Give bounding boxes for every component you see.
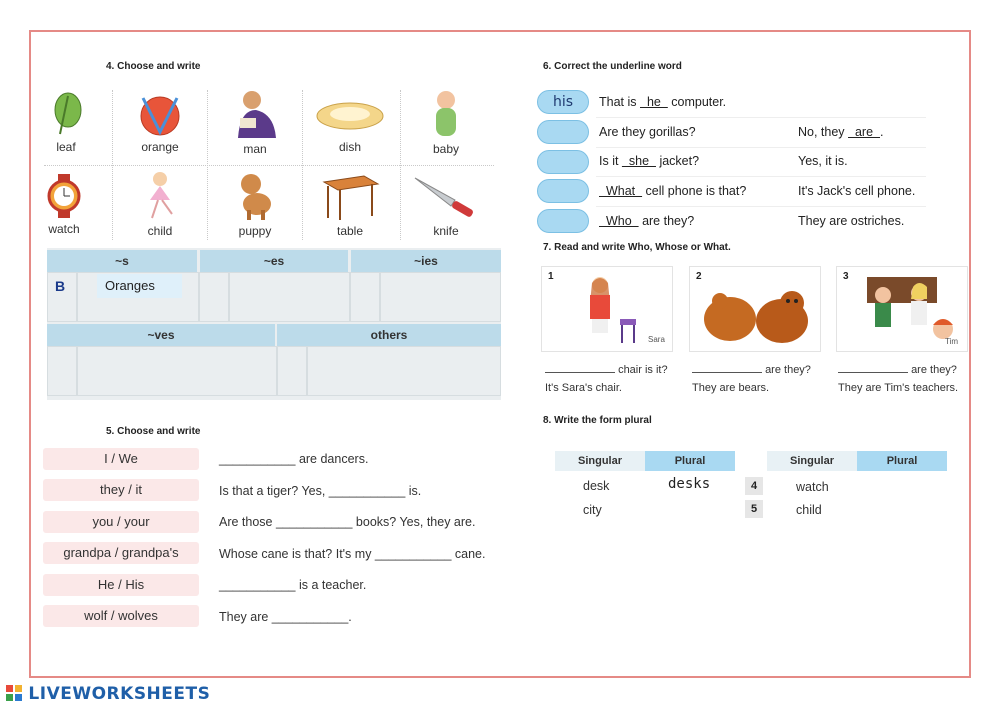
question-text: chair is it? <box>618 364 668 376</box>
answer-oval[interactable] <box>537 179 589 203</box>
section5-heading: 5. Choose and write <box>106 426 201 437</box>
choice-pill[interactable]: He / His <box>43 574 199 596</box>
exercise-sentence: Are those ___________ books? Yes, they are. <box>219 515 476 529</box>
card-question <box>692 362 811 376</box>
exercise-sentence: They are ___________. <box>219 610 352 624</box>
grid-line <box>44 165 494 166</box>
card-caption: Tim <box>945 337 959 346</box>
girl-with-chair-icon <box>582 273 642 349</box>
picture-puppy <box>211 170 299 238</box>
question-text: Are they gorillas? <box>599 125 696 139</box>
answer-text: Yes, it is. <box>798 154 848 168</box>
question-text: That is <box>599 95 640 109</box>
liveworksheets-logo <box>6 684 210 704</box>
choice-pill[interactable]: they / it <box>43 479 199 501</box>
answer-oval[interactable] <box>537 209 589 233</box>
knife-icon <box>411 170 481 222</box>
question-text: are they? <box>638 214 695 228</box>
underlined-word: she <box>621 154 656 168</box>
table-header-ies: ~ies <box>351 250 501 272</box>
table-cell <box>199 272 229 322</box>
exercise-sentence: Whose cane is that? It's my ___________ cane. <box>219 547 486 561</box>
picture-label: orange <box>141 140 179 154</box>
picture-label: puppy <box>238 224 272 238</box>
question-text: computer. <box>667 95 727 109</box>
dish-icon <box>315 90 385 138</box>
picture-card-3 <box>836 266 968 352</box>
answer-letter: B <box>55 278 66 294</box>
section7-heading: 7. Read and write Who, Whose or What. <box>543 242 731 253</box>
card-answer: It's Sara's chair. <box>545 382 622 394</box>
underlined-word: are <box>848 125 880 139</box>
table-header-s: ~s <box>47 250 197 272</box>
picture-label: knife <box>433 224 459 238</box>
exercise-sentence: ___________ are dancers. <box>219 452 369 466</box>
exercise-sentence: Is that a tiger? Yes, ___________ is. <box>219 484 422 498</box>
answer-oval[interactable] <box>537 120 589 144</box>
question-row <box>599 214 694 228</box>
answer-word-input[interactable]: Oranges <box>97 274 182 298</box>
underlined-word: Who <box>599 214 639 228</box>
singular-word: city <box>583 503 602 517</box>
section4-heading: 4. Choose and write <box>106 61 201 72</box>
answer-text: . <box>880 125 884 139</box>
man-reading-icon <box>230 88 280 140</box>
card-number: 1 <box>548 271 554 282</box>
card-question <box>838 362 957 376</box>
row-divider <box>596 176 926 177</box>
answer-text: No, they <box>798 125 849 139</box>
picture-card-2 <box>689 266 821 352</box>
picture-dish <box>306 90 394 154</box>
picture-orange <box>116 90 204 154</box>
row-divider <box>596 147 926 148</box>
table-cell <box>229 272 350 322</box>
puppy-icon <box>231 170 279 222</box>
picture-man <box>211 88 299 156</box>
picture-leaf <box>22 90 110 154</box>
answer-text: They are ostriches. <box>798 214 905 228</box>
picture-knife <box>402 170 490 238</box>
picture-label: child <box>147 224 173 238</box>
question-text: Is it <box>599 154 622 168</box>
question-text: jacket? <box>655 154 700 168</box>
leaf-icon <box>46 90 86 138</box>
picture-table <box>306 170 394 238</box>
table-cell <box>380 272 501 322</box>
singular-word: watch <box>796 480 829 494</box>
plural-input[interactable] <box>860 500 944 518</box>
question-row <box>599 95 726 109</box>
table-cell <box>277 346 307 396</box>
table-cell <box>307 346 501 396</box>
section6-heading: 6. Correct the underline word <box>543 61 682 72</box>
table-cell <box>77 346 277 396</box>
bears-icon <box>698 281 816 347</box>
choice-pill[interactable]: grandpa / grandpa's <box>43 542 199 564</box>
question-text: are they? <box>911 364 957 376</box>
watch-icon <box>42 172 86 220</box>
baby-icon <box>426 88 466 140</box>
answer-oval[interactable] <box>537 90 589 114</box>
answer-text: It's Jack's cell phone. <box>798 184 916 198</box>
answer-oval-text: his <box>552 94 574 110</box>
table-header-others: others <box>277 324 501 346</box>
answer-blank[interactable] <box>545 362 615 373</box>
choice-pill[interactable]: I / We <box>43 448 199 470</box>
plural-input[interactable] <box>860 477 944 495</box>
picture-label: leaf <box>56 140 76 154</box>
picture-label: dish <box>338 140 361 154</box>
card-number: 3 <box>843 271 849 282</box>
card-caption: Sara <box>648 335 665 344</box>
answer-row <box>798 125 883 139</box>
question-text: cell phone is that? <box>642 184 747 198</box>
answer-oval[interactable] <box>537 150 589 174</box>
answer-blank[interactable] <box>838 362 908 373</box>
singular-word: child <box>796 503 822 517</box>
table-cell <box>350 272 380 322</box>
plural-answer[interactable]: desks <box>668 476 711 492</box>
table-icon <box>320 170 380 222</box>
picture-label: watch <box>48 222 80 236</box>
choice-pill[interactable]: wolf / wolves <box>43 605 199 627</box>
picture-watch <box>20 172 108 236</box>
exercise-sentence: ___________ is a teacher. <box>219 578 367 592</box>
orange-icon <box>135 90 185 138</box>
header-singular: Singular <box>767 451 857 471</box>
picture-baby <box>402 88 490 156</box>
table-cell <box>47 346 77 396</box>
row-divider <box>596 206 926 207</box>
question-row <box>599 125 696 139</box>
child-dancer-icon <box>138 170 182 222</box>
section8-heading: 8. Write the form plural <box>543 415 652 426</box>
underlined-word: he <box>640 95 668 109</box>
picture-child <box>116 170 204 238</box>
picture-label: table <box>336 224 364 238</box>
row-number: 5 <box>745 500 763 518</box>
row-divider <box>596 117 926 118</box>
card-question <box>545 362 668 376</box>
underlined-word: What <box>599 184 643 198</box>
question-row <box>599 184 746 198</box>
choice-pill[interactable]: you / your <box>43 511 199 533</box>
answer-blank[interactable] <box>692 362 762 373</box>
card-answer: They are Tim's teachers. <box>838 382 959 394</box>
header-plural: Plural <box>645 451 735 471</box>
picture-card-1 <box>541 266 673 352</box>
picture-label: man <box>243 142 267 156</box>
logo-text: LIVEWORKSHEETS <box>28 684 211 704</box>
table-header-es: ~es <box>200 250 348 272</box>
header-plural: Plural <box>857 451 947 471</box>
row-number: 4 <box>745 477 763 495</box>
question-row <box>599 154 699 168</box>
singular-word: desk <box>583 479 610 493</box>
header-singular: Singular <box>555 451 645 471</box>
logo-grid-icon <box>6 685 22 701</box>
card-number: 2 <box>696 271 702 282</box>
picture-label: baby <box>432 142 460 156</box>
plural-input[interactable] <box>648 500 730 518</box>
question-text: are they? <box>765 364 811 376</box>
card-answer: They are bears. <box>692 382 770 394</box>
table-header-ves: ~ves <box>47 324 275 346</box>
